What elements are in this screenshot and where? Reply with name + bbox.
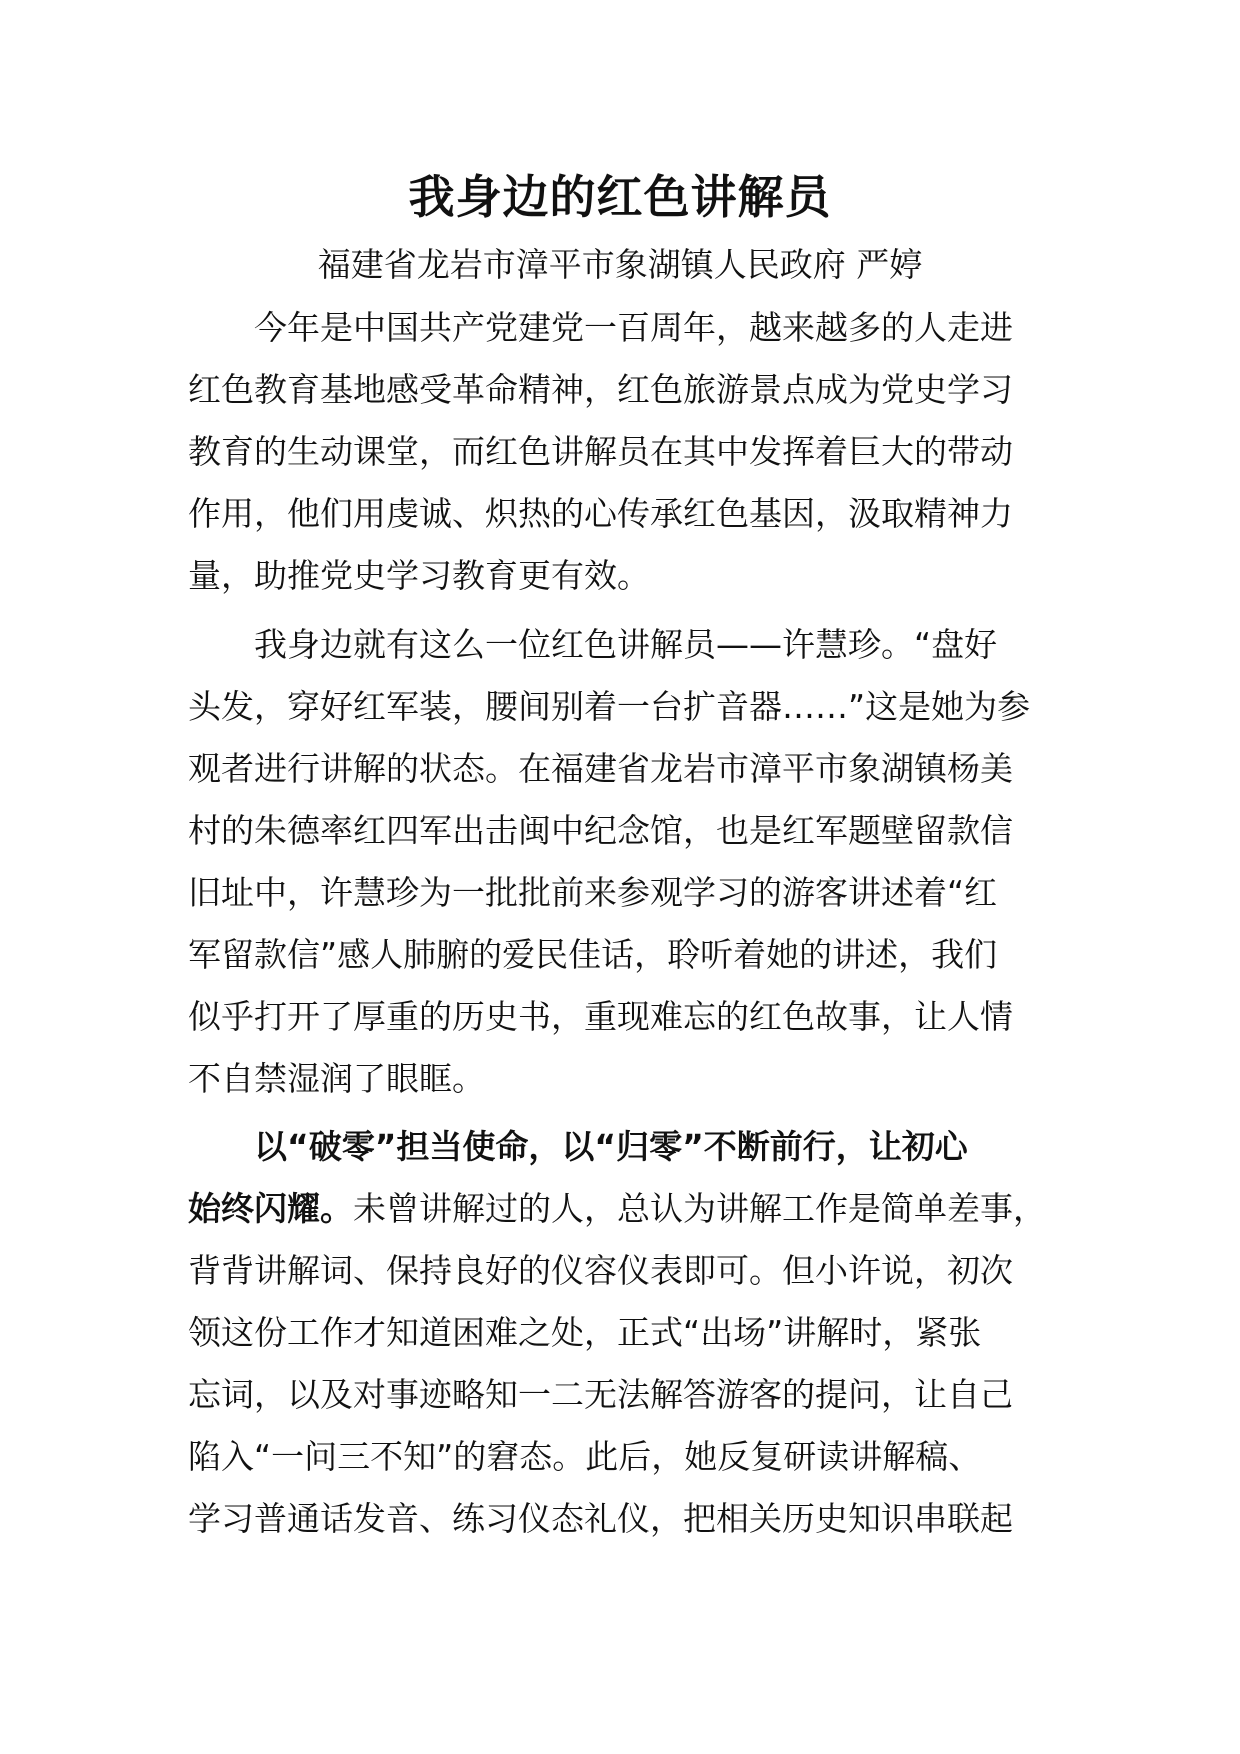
paragraph-3-line: 学习普通话发音、练习仪态礼仪，把相关历史知识串联起 [188, 1499, 1013, 1538]
paragraph-3-line: 陷入“一问三不知”的窘态。此后，她反复研读讲解稿、 [188, 1437, 982, 1476]
paragraph-1-line: 今年是中国共产党建党一百周年，越来越多的人走进 [254, 308, 1013, 347]
author-byline: 福建省龙岩市漳平市象湖镇人民政府 严婷 [317, 245, 923, 284]
paragraph-2-line: 观者进行讲解的状态。在福建省龙岩市漳平市象湖镇杨美 [188, 749, 1013, 788]
paragraph-3-line: 背背讲解词、保持良好的仪容仪表即可。但小许说，初次 [188, 1251, 1013, 1290]
paragraph-3-line: 忘词，以及对事迹略知一二无法解答游客的提问，让自己 [188, 1375, 1013, 1414]
paragraph-1-line: 作用，他们用虔诚、炽热的心传承红色基因，汲取精神力 [188, 494, 1013, 533]
document-title: 我身边的红色讲解员 [408, 170, 832, 224]
paragraph-2-line: 村的朱德率红四军出击闽中纪念馆，也是红军题壁留款信 [188, 811, 1013, 850]
paragraph-2-line: 军留款信”感人肺腑的爱民佳话，聆听着她的讲述，我们 [188, 935, 998, 974]
paragraph-3-line [188, 1178, 1046, 1240]
paragraph-2-line: 似乎打开了厚重的历史书，重现难忘的红色故事，让人情 [188, 997, 1013, 1036]
section-heading-end: 始终闪耀。 [188, 1189, 353, 1228]
paragraph-3-text: 未曾讲解过的人，总认为讲解工作是简单差事， [353, 1189, 1046, 1228]
paragraph-1-line: 红色教育基地感受革命精神，红色旅游景点成为党史学习 [188, 370, 1013, 409]
paragraph-3-line: 领这份工作才知道困难之处，正式“出场”讲解时，紧张 [188, 1313, 982, 1352]
paragraph-1-line: 教育的生动课堂，而红色讲解员在其中发挥着巨大的带动 [188, 432, 1013, 471]
section-heading-line: 以“破零”担当使命，以“归零”不断前行，让初心 [254, 1127, 968, 1166]
paragraph-2-line: 旧址中，许慧珍为一批批前来参观学习的游客讲述着“红 [188, 873, 998, 912]
paragraph-1-line: 量，助推党史学习教育更有效。 [188, 556, 650, 595]
paragraph-2-line: 我身边就有这么一位红色讲解员——许慧珍。“盘好 [254, 625, 998, 664]
paragraph-2-line: 头发，穿好红军装，腰间别着一台扩音器……”这是她为参 [188, 687, 1031, 726]
paragraph-2-line: 不自禁湿润了眼眶。 [188, 1059, 485, 1098]
